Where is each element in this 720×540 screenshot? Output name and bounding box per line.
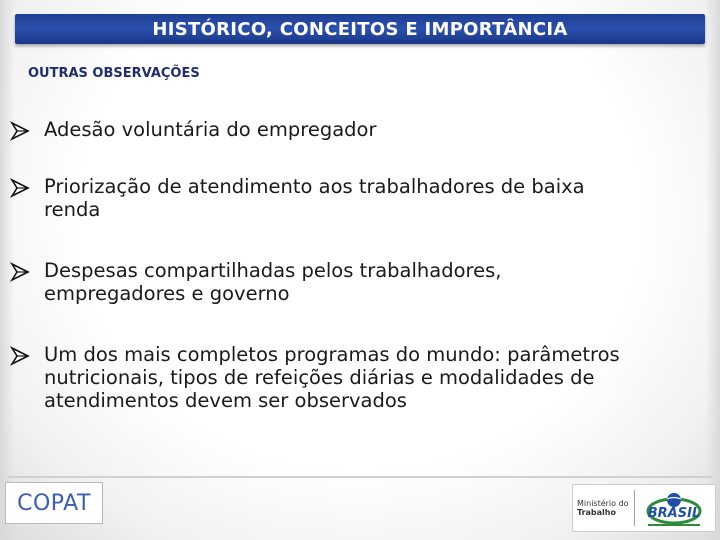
copat-label: COPAT [17,490,91,516]
bullet-line: Despesas compartilhadas pelos trabalhadores, [44,259,502,282]
brasil-logo-word: BRASIL [647,506,701,521]
ministry-name [577,499,631,517]
arrow-bullet-icon [10,262,30,282]
ministry-line: Trabalho [577,508,616,517]
ministry-line: Ministério do [577,499,629,508]
bullet-item [10,343,700,412]
bullet-line: Adesão voluntária do empregador [44,118,377,141]
bullet-item [10,118,700,141]
bullet-text [44,175,585,221]
brasil-logo-icon [638,487,712,529]
bullet-line: nutricionais, tipos de refeições diárias e modalidades de [44,366,595,389]
bullet-text [44,259,501,305]
slide-title: HISTÓRICO, CONCEITOS E IMPORTÂNCIA [152,18,568,40]
footer-divider [8,476,712,478]
bullet-line: atendimentos devem ser observados [44,389,407,412]
bullet-line: empregadores e governo [44,282,290,305]
arrow-bullet-icon [10,121,30,141]
bullet-text [44,118,377,141]
ministry-logo [572,484,716,532]
logo-divider [634,490,635,526]
bullet-line: Priorização de atendimento aos trabalhadores de baixa [44,175,585,198]
bullet-item [10,259,700,305]
arrow-bullet-icon [10,178,30,198]
bullet-line: Um dos mais completos programas do mundo: parâmetros [44,343,620,366]
bullet-text [44,343,620,412]
arrow-bullet-icon [10,346,30,366]
copat-label-box [5,482,103,524]
section-subtitle: OUTRAS OBSERVAÇÕES [28,66,200,81]
bullet-line: renda [44,198,101,221]
bullet-item [10,175,700,221]
